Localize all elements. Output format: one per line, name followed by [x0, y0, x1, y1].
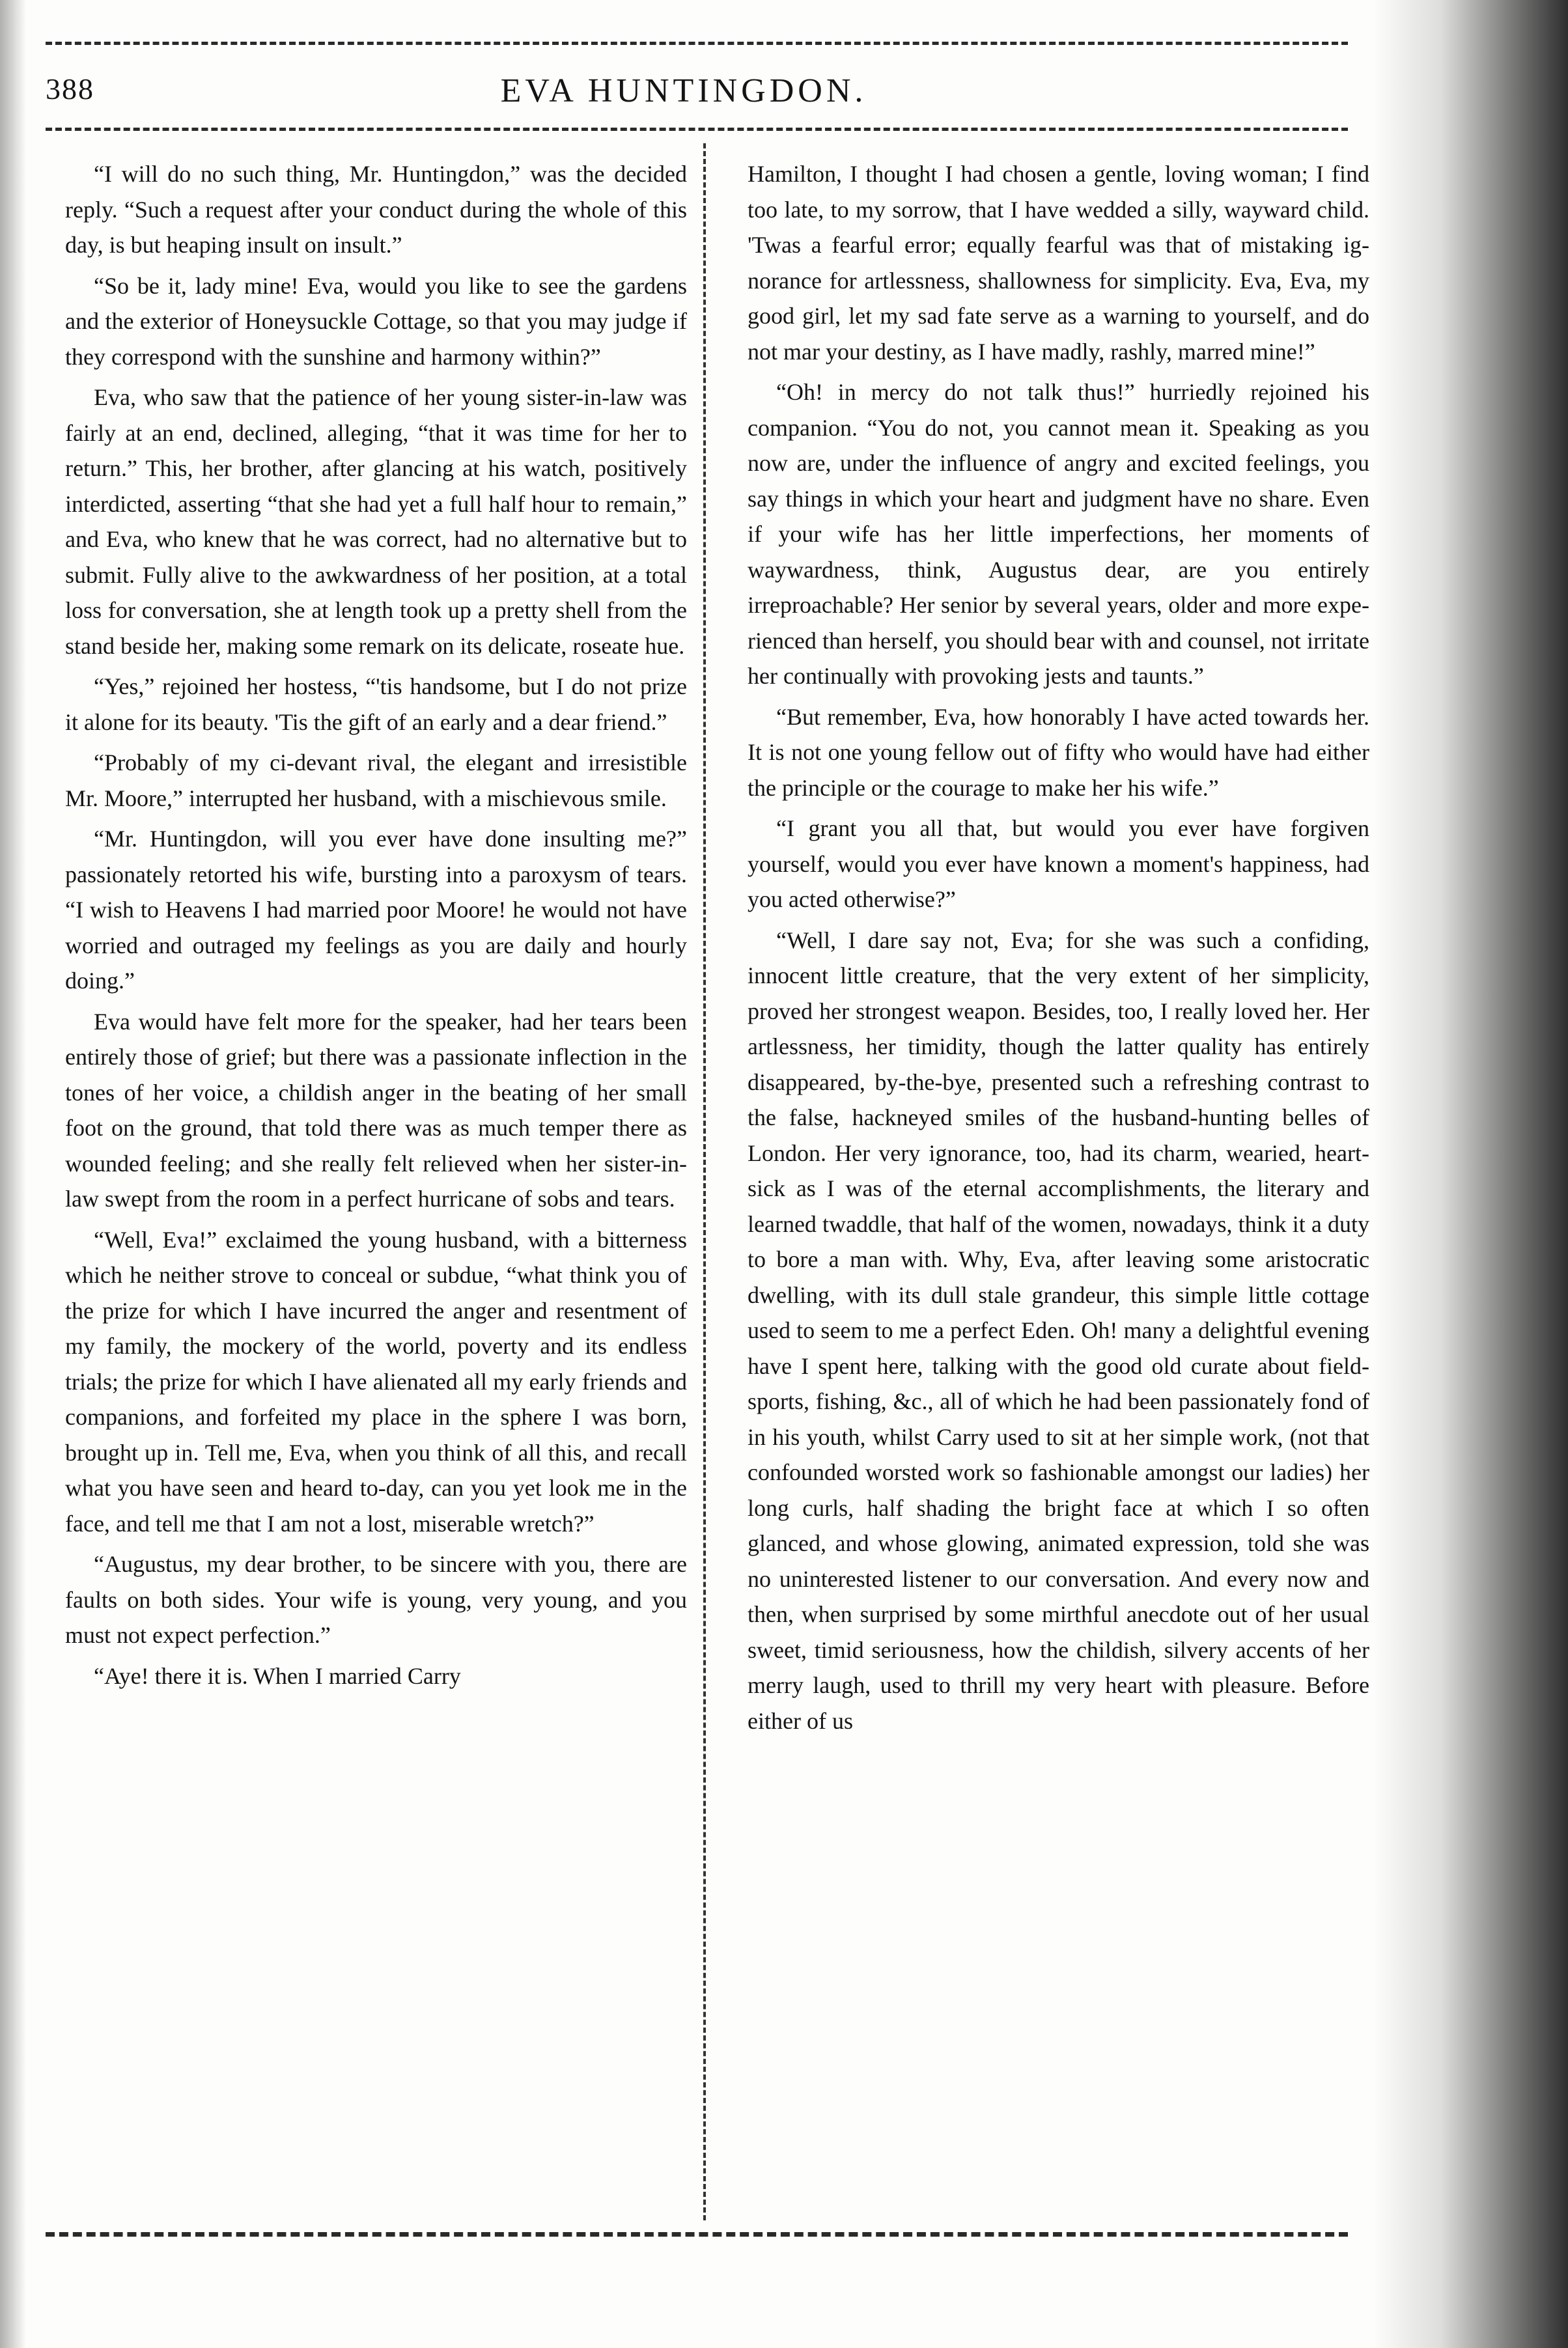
paragraph: “Well, I dare say not, Eva; for she was such a confiding, innocent little creature, that the very extent of her simplicity, proved her strongest weapon. Besides, too, I really loved her. Her artlessness, her timidity, though the latter quality has entirely disappeared, by-the-bye, presented such a refreshing contrast to the false, hackneyed smiles of the husband-hunting belles of London. Her very ignorance, too, had its charm, wearied, heart-sick as I was of the eternal accomplishments, the literary and learned twaddle, that half of the women, nowadays, think it a duty to bore a man with. Why, Eva, after leaving some aristocratic dwelling, with its dull stale grandeur, this simple little cottage used to seem to me a perfect Eden. Oh! many a delightful evening have I spent here, talking with the good old curate about field-sports, fishing, &c., all of which he had been passionately fond of in his youth, whilst Carry used to sit at her simple work, (not that confounded worsted work so fashionable amongst our ladies) her long curls, half shading the bright face at which I so often glanced, and whose glowing, animated expression, told she was no uninterested listener to our conversation. And every now and then, when surprised by some mirthful anecdote out of her usual sweet, timid seriousness, how the childish, silvery accents of her merry laugh, used to thrill my very heart with pleasure. Before either of us: [748, 927, 1369, 1734]
paragraph: “Oh! in mercy do not talk thus!” hurriedly rejoined his companion. “You do not, you cannot mean it. Speaking as you now are, under the influence of angry and excited feelings, you say things in which your heart and judgment have no share. Even if your wife has her little imperfections, her moments of waywardness, think, Augustus dear, are you entirely irreproachable? Her senior by several years, older and more experienced than herself, you should bear with and counsel, not irritate her continually with provoking jests and taunts.”: [748, 379, 1369, 689]
paragraph: “Yes,” rejoined her hostess, “'tis handsome, but I do not prize it alone for its beauty. 'Tis the gift of an early and a dear friend.”: [65, 673, 687, 735]
paragraph: Eva would have felt more for the speaker, had her tears been entirely those of grief; but there was a passionate inflection in the tones of her voice, a childish anger in the beating of her small foot on the ground, that told there was as much temper there as wounded feeling; and she really felt relieved when her sister-in-law swept from the room in a perfect hurricane of sobs and tears.: [65, 1008, 687, 1212]
paragraph-continued: Hamilton, I thought I had chosen a gentle, loving woman; I find too late, to my sorrow, that I have wedded a silly, wayward child. 'Twas a fearful error; equally fearful was that of mistaking ignorance for artlessness, shallowness for simplicity. Eva, Eva, my good girl, let my sad fate serve as a warning to yourself, and do not mar your destiny, as I have madly, rashly, marred mine!”: [748, 161, 1369, 365]
page-header: [26, 65, 1341, 117]
page-binding-edge: [1373, 0, 1568, 2348]
page-number: 388: [46, 72, 94, 105]
bottom-border-ornament: [46, 2232, 1348, 2237]
paragraph: “Probably of my ci-devant rival, the elegant and irresistible Mr. Moore,” interrupted her husband, with a mischievous smile.: [65, 749, 687, 811]
paragraph: “So be it, lady mine! Eva, would you like to see the gardens and the exterior of Honeysuckle Cottage, so that you may judge if they correspond with the sunshine and harmony within?”: [65, 272, 687, 370]
paragraph: “Well, Eva!” exclaimed the young husband, with a bitterness which he neither strove to conceal or subdue, “what think you of the prize for which I have incurred the anger and resentment of my family, the mockery of the world, poverty and its endless trials; the prize for which I have alienated all my early friends and companions, and forfeited my place in the sphere I was born, brought up in. Tell me, Eva, when you think of all this, and recall what you have seen and heard to-day, can you yet look me in the face, and tell me that I am not a lost, miserable wretch?”: [65, 1226, 687, 1537]
column-divider: [703, 143, 706, 2220]
right-column: [748, 156, 1369, 2220]
page-left-shadow: [0, 0, 26, 2348]
paragraph: “Augustus, my dear brother, to be sincere with you, there are faults on both sides. Your wife is young, very young, and you must not expect perfection.”: [65, 1551, 687, 1648]
top-border-ornament: [46, 42, 1348, 45]
paragraph: “I grant you all that, but would you ever have forgiven yourself, would you ever have known a moment's happiness, had you acted otherwise?”: [748, 815, 1369, 912]
paragraph: “I will do no such thing, Mr. Huntingdon,” was the decided reply. “Such a request after your conduct during the whole of this day, is but heaping insult on insult.”: [65, 161, 687, 258]
running-title: EVA HUNTINGDON.: [500, 72, 867, 109]
paragraph: Eva, who saw that the patience of her young sister-in-law was fairly at an end, declined, alleging, “that it was time for her to return.” This, her brother, after glancing at his watch, positively interdicted, asserting “that she had yet a full half hour to remain,” and Eva, who knew that he was correct, had no alternative but to submit. Fully alive to the awkwardness of her position, at a total loss for conversation, she at length took up a pretty shell from the stand beside her, making some remark on its delicate, roseate hue.: [65, 384, 687, 659]
paragraph: “But remember, Eva, how honorably I have acted towards her. It is not one young fellow out of fifty who would have had either the principle or the courage to make her his wife.”: [748, 703, 1369, 801]
header-rule: [46, 128, 1348, 131]
paragraph: “Aye! there it is. When I married Carry: [94, 1662, 461, 1689]
paragraph: “Mr. Huntingdon, will you ever have done insulting me?” passionately retorted his wife, bursting into a paroxysm of tears. “I wish to Heavens I had married poor Moore! he would not have worried and outraged my feelings as you are daily and hourly doing.”: [65, 826, 687, 994]
left-column: [65, 156, 687, 2220]
